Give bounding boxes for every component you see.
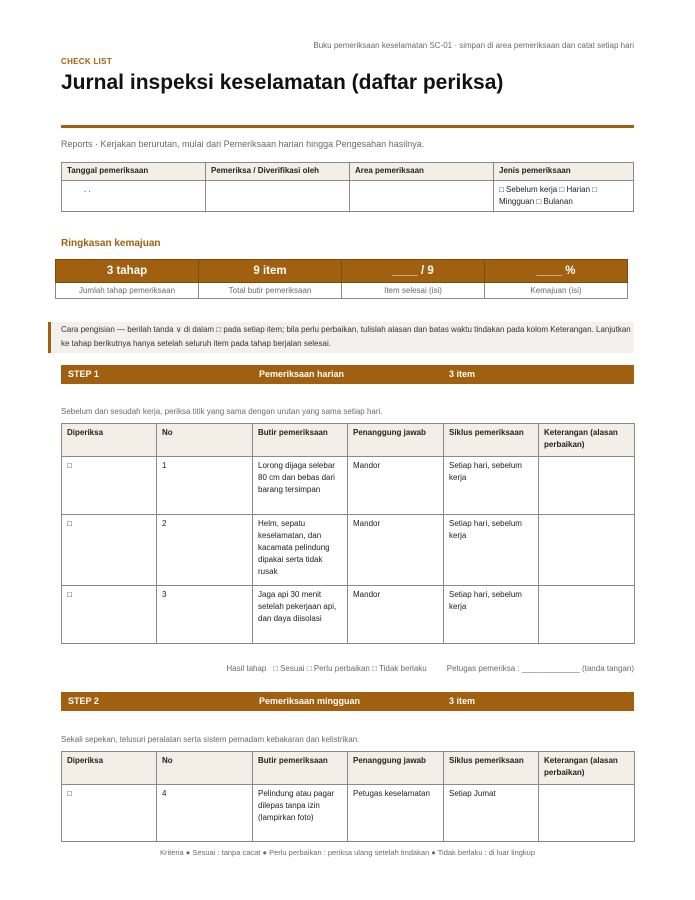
signature-field[interactable]: Petugas pemeriksa : _____________ (tanda tangan) (446, 664, 634, 673)
step-2-count: 3 item (449, 696, 476, 706)
criteria-legend: Kriteria ● Sesuai : tanpa cacat ● Perlu perbaikan : periksa ulang setelah tindakan ● Tidak berlaku : di luar lingkup (159, 848, 536, 857)
step-1-name: Pemeriksaan harian (259, 369, 345, 379)
row-number: 4 (157, 785, 253, 842)
step-2-name: Pemeriksaan mingguan (259, 696, 361, 706)
row-cycle: Setiap hari, sebelum kerja (444, 515, 539, 586)
row-note[interactable] (539, 515, 635, 586)
step-1-bar (61, 365, 634, 384)
step-2-label: STEP 2 (68, 696, 99, 706)
col-header-check: Diperiksa (62, 424, 157, 457)
meta-header-area: Area pemeriksaan (350, 163, 494, 181)
row-owner: Mandor (348, 457, 444, 515)
title-rule (61, 125, 634, 128)
row-item: Pelindung atau pagar dilepas tanpa izin (lampirkan foto) (253, 785, 348, 842)
row-checkbox[interactable]: □ (62, 457, 157, 515)
row-owner: Mandor (348, 515, 444, 586)
row-number: 1 (157, 457, 253, 515)
row-checkbox[interactable]: □ (62, 785, 157, 842)
kicker-label: CHECK LIST (61, 57, 112, 66)
page-subtitle: Reports · Kerjakan berurutan, mulai dari Pemeriksaan harian hingga Pengesahan hasilnya. (61, 139, 425, 149)
row-checkbox[interactable]: □ (62, 586, 157, 644)
col-header-check: Diperiksa (62, 752, 157, 785)
step-1-count: 3 item (449, 369, 476, 379)
progress-value-percent[interactable]: ____ % (485, 260, 628, 283)
progress-value-stages: 3 tahap (56, 260, 199, 283)
table-row (62, 586, 635, 644)
result-options[interactable]: □ Sesuai □ Perlu perbaikan □ Tidak berlaku (273, 664, 427, 673)
row-note[interactable] (539, 586, 635, 644)
row-checkbox[interactable]: □ (62, 515, 157, 586)
progress-label-items: Total butir pemeriksaan (199, 283, 342, 299)
meta-header-date: Tanggal pemeriksaan (62, 163, 206, 181)
table-row (62, 785, 635, 842)
col-header-owner: Penanggung jawab (348, 752, 444, 785)
inspector-field[interactable] (206, 181, 350, 212)
top-note: Buku pemeriksaan keselamatan SC-01 · simpan di area pemeriksaan dan catat setiap hari (313, 41, 634, 50)
meta-header-inspector: Pemeriksa / Diverifikasi oleh (206, 163, 350, 181)
table-row (62, 457, 635, 515)
step-1-description: Sebelum dan sesudah kerja, periksa titik yang sama dengan urutan yang sama setiap hari. (61, 407, 383, 416)
row-cycle: Setiap hari, sebelum kerja (444, 586, 539, 644)
row-number: 2 (157, 515, 253, 586)
row-cycle: Setiap Jumat (444, 785, 539, 842)
row-item: Helm, sepatu keselamatan, dan kacamata pelindung dipakai serta tidak rusak (253, 515, 348, 586)
row-item: Lorong dijaga selebar 80 cm dan bebas dari barang tersimpan (253, 457, 348, 515)
progress-summary (55, 259, 628, 299)
progress-label-done: Item selesai (isi) (342, 283, 485, 299)
col-header-item: Butir pemeriksaan (253, 752, 348, 785)
area-field[interactable] (350, 181, 494, 212)
col-header-no: No (157, 752, 253, 785)
table-row (62, 515, 635, 586)
step-1-label: STEP 1 (68, 369, 99, 379)
meta-table (61, 162, 634, 212)
step-2-bar (61, 692, 634, 711)
col-header-item: Butir pemeriksaan (253, 424, 348, 457)
progress-label-percent: Kemajuan (isi) (485, 283, 628, 299)
progress-value-done[interactable]: ____ / 9 (342, 260, 485, 283)
col-header-no: No (157, 424, 253, 457)
row-number: 3 (157, 586, 253, 644)
col-header-owner: Penanggung jawab (348, 424, 444, 457)
progress-label-stages: Jumlah tahap pemeriksaan (56, 283, 199, 299)
progress-title: Ringkasan kemajuan (61, 238, 161, 249)
step-1-result-line (226, 664, 634, 673)
result-label: Hasil tahap (226, 664, 267, 673)
step-2-description: Sekali sepekan, telusuri peralatan serta sistem pemadam kebakaran dan kelistrikan. (61, 735, 360, 744)
page-title: Jurnal inspeksi keselamatan (daftar periksa) (61, 71, 504, 94)
row-cycle: Setiap hari, sebelum kerja (444, 457, 539, 515)
step-2-table (61, 751, 635, 842)
step-1-table (61, 423, 635, 644)
row-owner: Petugas keselamatan (348, 785, 444, 842)
date-field[interactable]: . . (62, 181, 206, 212)
row-note[interactable] (539, 457, 635, 515)
instructions-box: Cara pengisian — berilah tanda ∨ di dalam □ pada setiap item; bila perlu perbaikan, tulislah alasan dan batas waktu tindakan pada kolom Keterangan. Lanjutkan ke tahap berikutnya hanya setelah seluruh item pada tahap berjalan selesai. (48, 322, 634, 353)
col-header-cycle: Siklus pemeriksaan (444, 424, 539, 457)
progress-value-items: 9 item (199, 260, 342, 283)
col-header-note: Keterangan (alasan perbaikan) (539, 424, 635, 457)
col-header-note: Keterangan (alasan perbaikan) (539, 752, 635, 785)
inspection-type-options[interactable]: □ Sebelum kerja □ Harian □ Mingguan □ Bulanan (494, 181, 634, 212)
col-header-cycle: Siklus pemeriksaan (444, 752, 539, 785)
row-item: Jaga api 30 menit setelah pekerjaan api, dan daya diisolasi (253, 586, 348, 644)
meta-header-type: Jenis pemeriksaan (494, 163, 634, 181)
row-owner: Mandor (348, 586, 444, 644)
row-note[interactable] (539, 785, 635, 842)
